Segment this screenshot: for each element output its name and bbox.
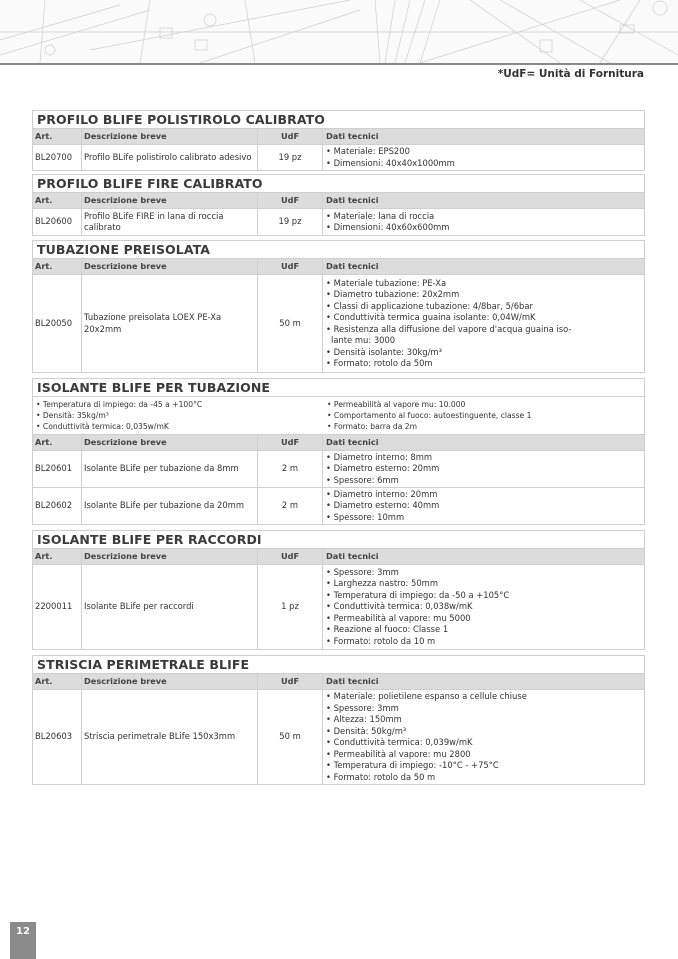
technical-data [323, 488, 644, 524]
column-header-row [33, 549, 644, 565]
short-description: Isolante BLife per tubazione da 20mm [82, 488, 258, 524]
technical-data [323, 209, 644, 235]
short-description: Profilo BLife FIRE in lana di roccia calibrato [82, 209, 258, 235]
product-table-6 [32, 655, 645, 785]
header-art: Art. [33, 259, 82, 274]
header-specs: Dati tecnici [326, 437, 379, 447]
section-title: TUBAZIONE PREISOLATA [33, 241, 644, 259]
section-intro [33, 397, 644, 435]
supply-unit: 50 m [258, 690, 323, 784]
spec-line: • Larghezza nastro: 50mm [326, 578, 438, 589]
spec-line: • Materiale: lana di roccia [326, 210, 435, 221]
header-desc: Descrizione breve [82, 129, 258, 144]
header-udf: UdF [258, 435, 323, 450]
article-code: BL20602 [33, 488, 82, 524]
spec-line: • Temperatura di impiego: -10°C - +75°C [326, 760, 499, 770]
intro-line: • Permeabilità al vapore mu: 10.000 [327, 400, 466, 409]
supply-unit: 19 pz [258, 209, 323, 235]
supply-unit: 2 m [258, 488, 323, 524]
spec-line: • Conduttività termica guaina isolante: 0,04W/mK [326, 312, 536, 322]
spec-line: • Diametro interno: 8mm [326, 451, 433, 462]
product-table-1 [32, 110, 645, 171]
header-specs: Dati tecnici [326, 195, 379, 205]
short-description: Isolante BLife per tubazione da 8mm [82, 451, 258, 487]
header-desc: Descrizione breve [82, 549, 258, 564]
short-description: Isolante BLife per raccordi [82, 565, 258, 649]
header-desc: Descrizione breve [82, 193, 258, 208]
header-udf: UdF [258, 674, 323, 689]
spec-line: • Formato: rotolo da 50m [326, 358, 433, 368]
spec-line: • Dimensioni: 40x60x600mm [326, 222, 450, 232]
technical-data [323, 275, 644, 372]
supply-unit: 50 m [258, 275, 323, 372]
spec-line: • Classi di applicazione tubazione: 4/8bar, 5/6bar [326, 300, 533, 311]
column-header-row [33, 259, 644, 275]
table-row [33, 209, 644, 235]
spec-line: • Densità: 50kg/m³ [326, 725, 407, 736]
spec-line: • Materiale: EPS200 [326, 146, 410, 156]
article-code: BL20050 [33, 275, 82, 372]
spec-line: • Permeabilità al vapore: mu 5000 [326, 612, 471, 623]
table-row [33, 275, 644, 372]
spec-line: • Formato: rotolo da 50 m [326, 771, 436, 782]
column-header-row [33, 674, 644, 690]
intro-line: • Formato: barra da 2m [327, 422, 418, 431]
supply-unit: 2 m [258, 451, 323, 487]
spec-line: • Spessore: 10mm [326, 511, 405, 522]
supply-unit: 19 pz [258, 145, 323, 170]
header-udf: UdF [258, 259, 323, 274]
udf-legend-note: *UdF= Unità di Fornitura [497, 68, 644, 80]
header-specs: Dati tecnici [326, 551, 379, 561]
technical-data [323, 451, 644, 487]
spec-line: • Reazione al fuoco: Classe 1 [326, 624, 449, 635]
spec-line: • Diametro esterno: 20mm [326, 463, 440, 474]
article-code: BL20600 [33, 209, 82, 235]
spec-line: • Resistenza alla diffusione del vapore d'acqua guaina iso- [326, 323, 572, 334]
spec-line: • Diametro tubazione: 20x2mm [326, 289, 460, 299]
column-header-row [33, 435, 644, 451]
header-specs: Dati tecnici [326, 676, 379, 686]
intro-line: • Conduttività termica: 0,035w/mK [36, 422, 169, 431]
blueprint-banner [0, 0, 678, 65]
short-description: Tubazione preisolata LOEX PE-Xa 20x2mm [82, 275, 258, 372]
section-title: PROFILO BLIFE FIRE CALIBRATO [33, 175, 644, 193]
header-udf: UdF [258, 549, 323, 564]
column-header-row [33, 129, 644, 145]
spec-line: • Spessore: 3mm [326, 566, 399, 577]
spec-line: • Altezza: 150mm [326, 714, 402, 724]
technical-data [323, 690, 644, 784]
article-code: 2200011 [33, 565, 82, 649]
spec-line: • Materiale: polietilene espanso a cellule chiuse [326, 691, 527, 701]
article-code: BL20601 [33, 451, 82, 487]
technical-data [323, 565, 644, 649]
table-row [33, 451, 644, 488]
table-row [33, 145, 644, 170]
header-udf: UdF [258, 129, 323, 144]
table-row [33, 690, 644, 784]
header-art: Art. [33, 674, 82, 689]
supply-unit: 1 pz [258, 565, 323, 649]
spec-line: lante mu: 3000 [331, 335, 396, 345]
header-udf: UdF [258, 193, 323, 208]
spec-line: • Conduttività termica: 0,039w/mK [326, 737, 473, 747]
short-description: Profilo BLife polistirolo calibrato adesivo [82, 145, 258, 170]
page-number: 12 [10, 922, 36, 959]
spec-line: • Spessore: 3mm [326, 702, 399, 713]
spec-line: • Diametro esterno: 40mm [326, 500, 440, 511]
intro-line: • Comportamento al fuoco: autoestinguente, classe 1 [327, 411, 532, 420]
spec-line: • Dimensioni: 40x40x1000mm [326, 157, 455, 168]
spec-line: • Spessore: 6mm [326, 474, 399, 485]
spec-line: • Materiale tubazione: PE-Xa [326, 277, 447, 288]
header-art: Art. [33, 435, 82, 450]
intro-column [327, 399, 617, 432]
short-description: Striscia perimetrale BLife 150x3mm [82, 690, 258, 784]
spec-line: • Diametro interno: 20mm [326, 488, 438, 499]
header-art: Art. [33, 129, 82, 144]
header-desc: Descrizione breve [82, 674, 258, 689]
section-title: ISOLANTE BLIFE PER RACCORDI [33, 531, 644, 549]
product-table-4 [32, 378, 645, 525]
header-desc: Descrizione breve [82, 435, 258, 450]
spec-line: • Conduttività termica: 0,038w/mK [326, 601, 473, 612]
header-specs: Dati tecnici [326, 131, 379, 141]
section-title: STRISCIA PERIMETRALE BLIFE [33, 656, 644, 674]
section-title: PROFILO BLIFE POLISTIROLO CALIBRATO [33, 111, 644, 129]
section-title: ISOLANTE BLIFE PER TUBAZIONE [33, 379, 644, 397]
technical-data [323, 145, 644, 170]
intro-column [36, 399, 327, 432]
table-row [33, 488, 644, 524]
header-specs: Dati tecnici [326, 261, 379, 271]
spec-line: • Densità isolante: 30kg/m³ [326, 346, 442, 357]
product-table-2 [32, 174, 645, 236]
header-art: Art. [33, 549, 82, 564]
header-art: Art. [33, 193, 82, 208]
product-table-3 [32, 240, 645, 373]
table-row [33, 565, 644, 649]
spec-line: • Temperatura di impiego: da -50 a +105°C [326, 589, 510, 600]
spec-line: • Permeabilità al vapore: mu 2800 [326, 748, 471, 759]
column-header-row [33, 193, 644, 209]
product-table-5 [32, 530, 645, 650]
article-code: BL20603 [33, 690, 82, 784]
article-code: BL20700 [33, 145, 82, 170]
intro-line: • Densità: 35kg/m³ [36, 411, 109, 420]
intro-line: • Temperatura di impiego: da -45 a +100°C [36, 400, 203, 409]
header-desc: Descrizione breve [82, 259, 258, 274]
spec-line: • Formato: rotolo da 10 m [326, 635, 436, 646]
